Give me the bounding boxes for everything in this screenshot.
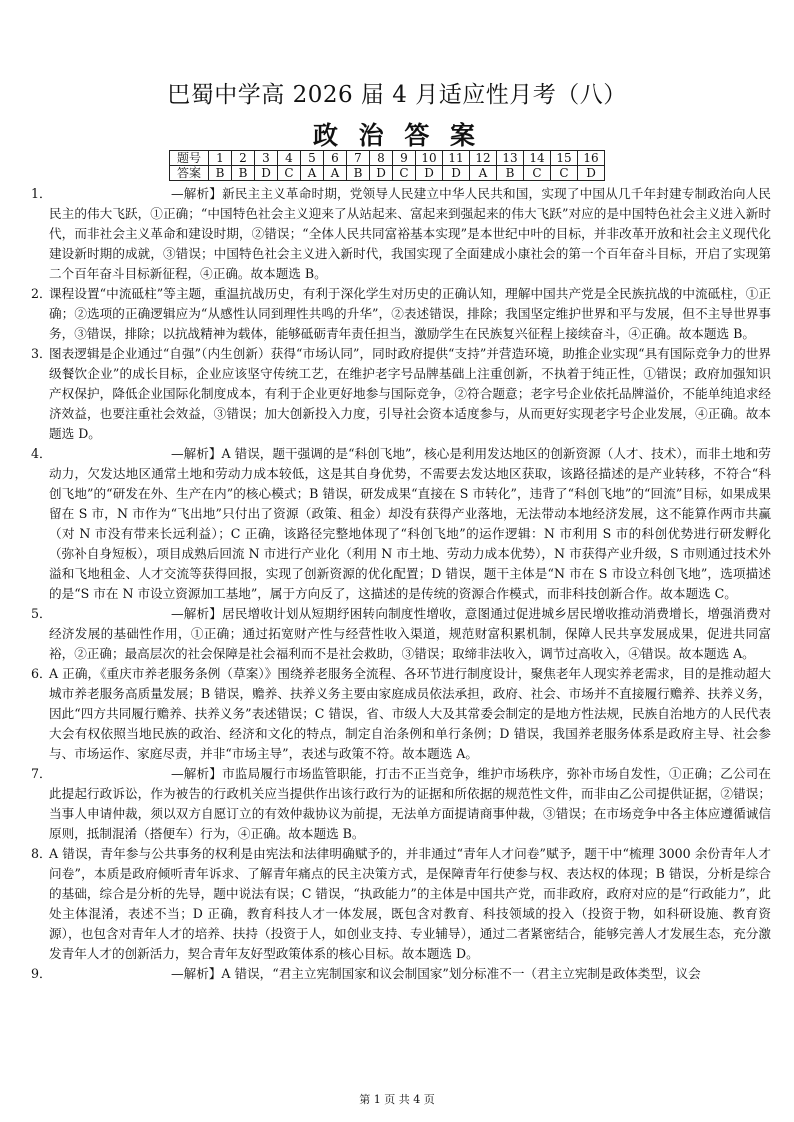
question-cell: 7 [347,151,370,166]
item-number: 8． [31,846,52,861]
item-text: —解析】新民主主义革命时期，党领导人民建立中华人民共和国，实现了中国从几千年封建专制政治向人民民主的伟大飞跃，①正确；“中国特色社会主义迎来了从站起来、富起来到强起来的伟大飞跃”对应的是中国特色社会主义进入新时代，而非社会主义革命和建设时期，②错误；“全体人民共同富裕基本实现”是本世纪中叶的目标，并非改革开放和社会主义现代化建设新时期的成就，③错误；中国特色社会主义进入新时代，我国实现了全面建成小康社会的第一个百年奋斗目标，开启了实现第二个百年奋斗目标新征程，④正确。故本题选 B。 [49,186,771,281]
exam-title: 巴蜀中学高 2026 届 4 月适应性月考（八） [167,82,627,108]
answer-cell: D [578,166,605,181]
question-cell: 9 [393,151,416,166]
question-cell: 1 [209,151,232,166]
explanation-item [31,764,771,844]
question-cell: 13 [497,151,524,166]
item-number: 7． [31,766,52,781]
answer-subtitle: 政 治 答 案 [312,121,482,150]
question-cell: 6 [324,151,347,166]
answer-cell: C [278,166,301,181]
item-text: —解析】市监局履行市场监管职能，打击不正当竞争，维护市场秩序，弥补市场自发性，①正确；乙公司在此提起行政诉讼，作为被告的行政机关应当提供作出该行政行为的证据和所依据的规范性文件，而非由乙公司提供证据，②错误；当事人申请仲裁，须以双方自愿订立的有效仲裁协议为前提，无法单方面提请商事仲裁，③错误；在市场竞争中各主体应遵循诚信原则，抵制混淆（搭便车）行为，④正确。故本题选 B。 [49,766,771,841]
item-text: 图表逻辑是企业通过“自强”（内生创新）获得“市场认同”，同时政府提供“支持”并营造环境，助推企业实现“具有国际竞争力的世界级餐饮企业”的成长目标，企业应该坚守传统工艺，在维护老字号品牌基础上注重创新，不执着于纯正性，①错误；政府加强知识产权保护，降低企业国际化制度成本，有利于企业更好地参与国际竞争，②符合题意；老字号企业依托品牌溢价，不能单纯追求经济效益，也要注重社会效益，③错误；加大创新投入力度，引导社会资本适度参与，从而更好实现老字号企业发展，④正确。故本题选 D。 [49,346,771,441]
answer-cell: D [370,166,393,181]
answer-cell: D [443,166,470,181]
answer-cell: A [301,166,324,181]
row-label-question: 题号 [170,151,209,166]
answer-cell: B [232,166,255,181]
question-cell: 4 [278,151,301,166]
item-number: 9． [31,966,52,981]
question-cell: 15 [551,151,578,166]
page-footer: 第 1 页 共 4 页 [359,1093,435,1106]
question-number-row [170,151,605,166]
question-cell: 16 [578,151,605,166]
explanation-item [31,964,771,984]
explanation-item [31,664,771,764]
answer-cell: B [209,166,232,181]
answer-cell: D [416,166,443,181]
item-text: —解析】居民增收计划从短期纾困转向制度性增收，意图通过促进城乡居民增收推动消费增长，增强消费对经济发展的基础性作用，①正确；通过拓宽财产性与经营性收入渠道，规范财富积累机制，保障人民共享发展成果，促进共同富裕，②正确；最高层次的社会保障是社会福利而不是社会救助，③错误；取缔非法收入，调节过高收入，④错误。故本题选 A。 [49,606,771,661]
item-number: 2． [31,286,52,301]
question-cell: 8 [370,151,393,166]
explanation-item [31,344,771,444]
explanation-item [31,284,771,344]
row-label-answer: 答案 [170,166,209,181]
answer-cell: B [497,166,524,181]
question-cell: 12 [470,151,497,166]
answer-cell: B [347,166,370,181]
question-cell: 3 [255,151,278,166]
question-cell: 10 [416,151,443,166]
question-cell: 11 [443,151,470,166]
answer-cell: A [470,166,497,181]
answer-cell: C [524,166,551,181]
answer-table [169,150,605,181]
item-text: 课程设置“中流砥柱”等主题，重温抗战历史，有利于深化学生对历史的正确认知，理解中国共产党是全民族抗战的中流砥柱，①正确；②选项的正确逻辑应为“从感性认同到理性共鸣的升华”，②表述错误，排除；我国坚定维护世界和平与发展，但不主导世界事务，③错误，排除；以抗战精神为载体，能够砥砺青年责任担当，激励学生在民族复兴征程上接续奋斗，④正确。故本题选 B。 [49,286,771,341]
answer-cell: C [393,166,416,181]
question-cell: 14 [524,151,551,166]
question-cell: 5 [301,151,324,166]
item-number: 5． [31,606,52,621]
item-text: A 正确，《重庆市养老服务条例（草案）》围绕养老服务全流程、各环节进行制度设计，聚焦老年人现实养老需求，目的是推动超大城市养老服务高质量发展；B 错误，赡养、扶养义务主要由家庭成员依法承担，政府、社会、市场并不直接履行赡养、扶养义务，因此“四方共同履行赡养、扶养义务”表述错误；C 错误，省、市级人大及其常委会制定的是地方性法规，民族自治地方的人民代表大会有权依照当地民族的政治、经济和文化的特点，制定自治条例和单行条例；D 错误，我国养老服务体系是政府主导、社会参与、市场运作、家庭尽责，并非“市场主导”，表述与政策不符。故本题选 A。 [49,666,771,761]
explanation-item [31,184,771,284]
item-text: A 错误，青年参与公共事务的权利是由宪法和法律明确赋予的，并非通过“青年人才问卷”赋予，题干中“梳理 3000 余份青年人才问卷”，本质是政府倾听青年诉求、了解青年痛点的民主决策方式，是保障青年行使参与权、表达权的体现；B 错误，分析是综合的基础，综合是分析的先导，题中说法有误；C 错误，“执政能力”的主体是中国共产党，而非政府，政府对应的是“行政能力”，此处主体混淆，表述不当；D 正确，教育科技人才一体发展，既包含对教育、科技领域的投入（投资于物，如科研设施、教育资源），也包含对青年人才的培养、扶持（投资于人，如创业支持、专业辅导），通过二者紧密结合，能够完善人才发展生态，充分激发青年人才的创新活力，契合青年友好型政策体系的核心目标。故本题选 D。 [49,846,771,961]
answer-explanations [31,184,771,984]
item-number: 4． [31,446,52,461]
explanation-item [31,604,771,664]
question-cell: 2 [232,151,255,166]
item-number: 6． [31,666,52,681]
item-number: 1． [31,186,52,201]
answer-cell: D [255,166,278,181]
answer-row [170,166,605,181]
explanation-item [31,444,771,604]
answer-cell: A [324,166,347,181]
item-text: —解析】A 错误，“君主立宪制国家和议会制国家”划分标准不一（君主立宪制是政体类型，议会 [171,966,701,981]
explanation-item [31,844,771,964]
item-number: 3． [31,346,52,361]
item-text: —解析】A 错误，题干强调的是“科创飞地”，核心是利用发达地区的创新资源（人才、技术），而非土地和劳动力，欠发达地区通常土地和劳动力成本较低，这是其自身优势，不需要去发达地区获取，该路径描述的是产业转移，不符合“科创飞地”的“研发在外、生产在内”的核心模式；B 错误，研发成果“直接在 S 市转化”，违背了“科创飞地”的“回流”目标，如果成果留在 S 市，N 市作为“飞出地”只付出了资源（政策、租金）却没有获得产业落地，无法带动本地经济发展，这不能算作两市共赢（对 N 市没有带来长远利益）；C 正确，该路径完整地体现了“科创飞地”的运作逻辑：N 市利用 S 市的科创优势进行研发孵化（弥补自身短板），项目成熟后回流 N 市进行产业化（利用 N 市土地、劳动力成本优势），N 市获得产业升级，S 市则通过技术外溢和飞地租金、人才交流等获得回报，实现了创新资源的优化配置；D 错误，题干主体是“N 市在 S 市设立科创飞地”，选项描述的是“S 市在 N 市设立资源加工基地”，属于方向反了，这描述的是传统的资源合作模式，而非科技创新合作。故本题选 C。 [49,446,771,601]
answer-cell: C [551,166,578,181]
